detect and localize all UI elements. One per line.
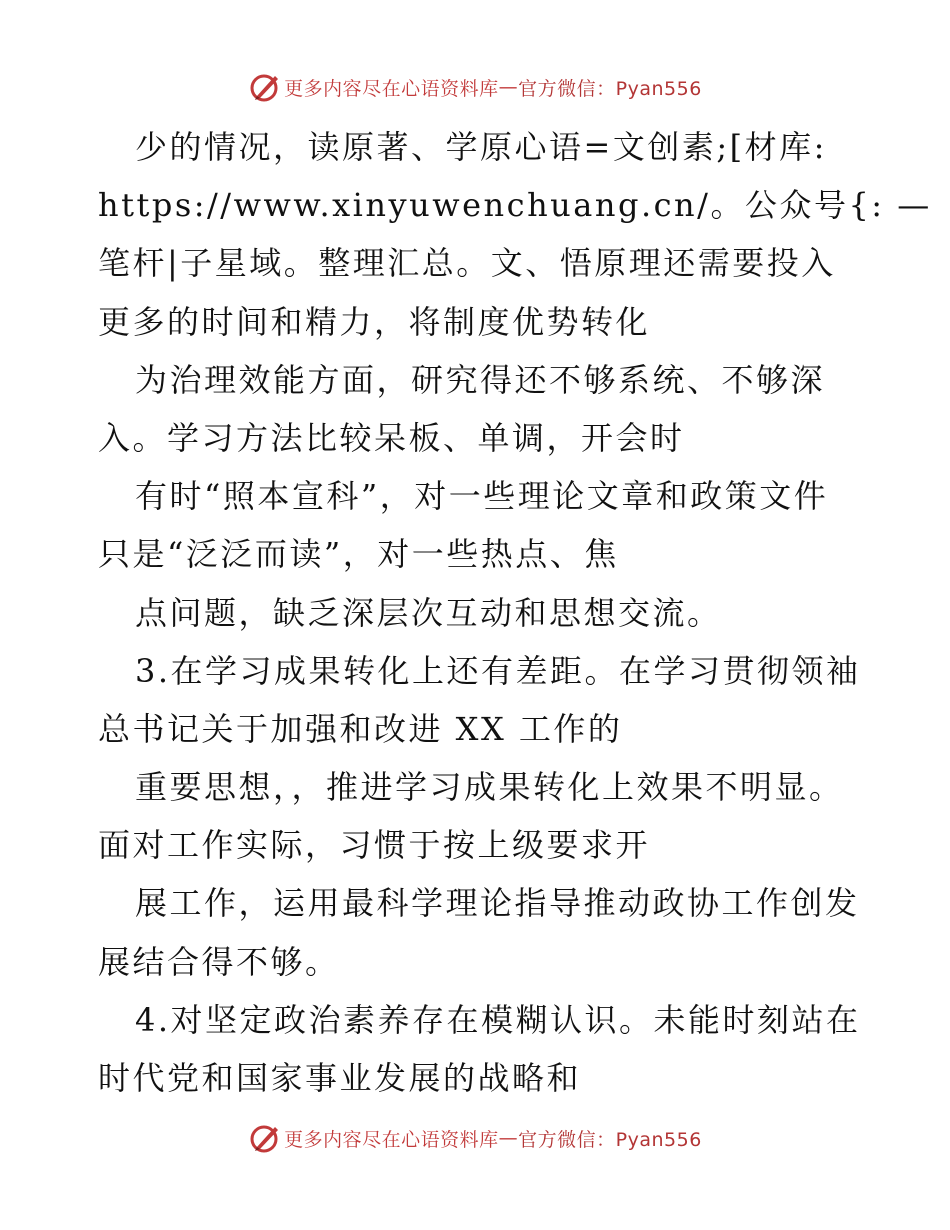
text-line: 3.在学习成果转化上还有差距。在学习贯彻领袖 (135, 651, 861, 690)
text-line: 重要思想，，推进学习成果转化上效果不明显。 (135, 768, 844, 807)
text-line: 4.对坚定政治素养存在模糊认识。未能时刻站在 (135, 1000, 861, 1039)
text-line: 为治理效能方面，研究得还不够系统、不够深 (135, 360, 826, 399)
text-line: 点问题，缺乏深层次互动和思想交流。 (135, 593, 722, 632)
text-line: 笔杆|子星域。整理汇总。文、悟原理还需要投入 (98, 244, 836, 283)
watermark-wechat: 官方微信：Pyan556 (518, 1128, 702, 1151)
pen-circle-logo-icon (248, 1121, 282, 1155)
header-watermark (0, 70, 950, 104)
document-body (98, 118, 932, 1107)
watermark-dash: — (498, 1127, 519, 1149)
watermark-wechat: 官方微信：Pyan556 (518, 77, 702, 100)
text-line: 只是“泛泛而读”，对一些热点、焦 (98, 535, 619, 574)
watermark-dash: — (498, 76, 519, 98)
text-line: 入。学习方法比较呆板、单调，开会时 (98, 418, 685, 457)
text-line: 少的情况，读原著、学原心语=文创素;[材库: (135, 128, 827, 166)
watermark-brand: 更多内容尽在心语资料库 (284, 1128, 499, 1151)
text-line: 有时“照本宣科”，对一些理论文章和政策文件 (135, 477, 829, 516)
text-line: 时代党和国家事业发展的战略和 (98, 1059, 582, 1097)
text-line: 更多的时间和精力，将制度优势转化 (98, 302, 651, 341)
text-line: 总书记关于加强和改进 XX 工作的 (98, 709, 623, 748)
watermark-brand: 更多内容尽在心语资料库 (284, 77, 499, 100)
footer-watermark (0, 1121, 950, 1155)
text-line: 展结合得不够。 (98, 942, 340, 981)
text-line: 面对工作实际，习惯于按上级要求开 (98, 826, 651, 865)
pen-circle-logo-icon (248, 70, 282, 104)
text-line: 展工作，运用最科学理论指导推动政协工作创发 (135, 884, 860, 923)
text-line: https://www.xinyuwenchuang.cn/。公众号{: — (98, 186, 932, 225)
